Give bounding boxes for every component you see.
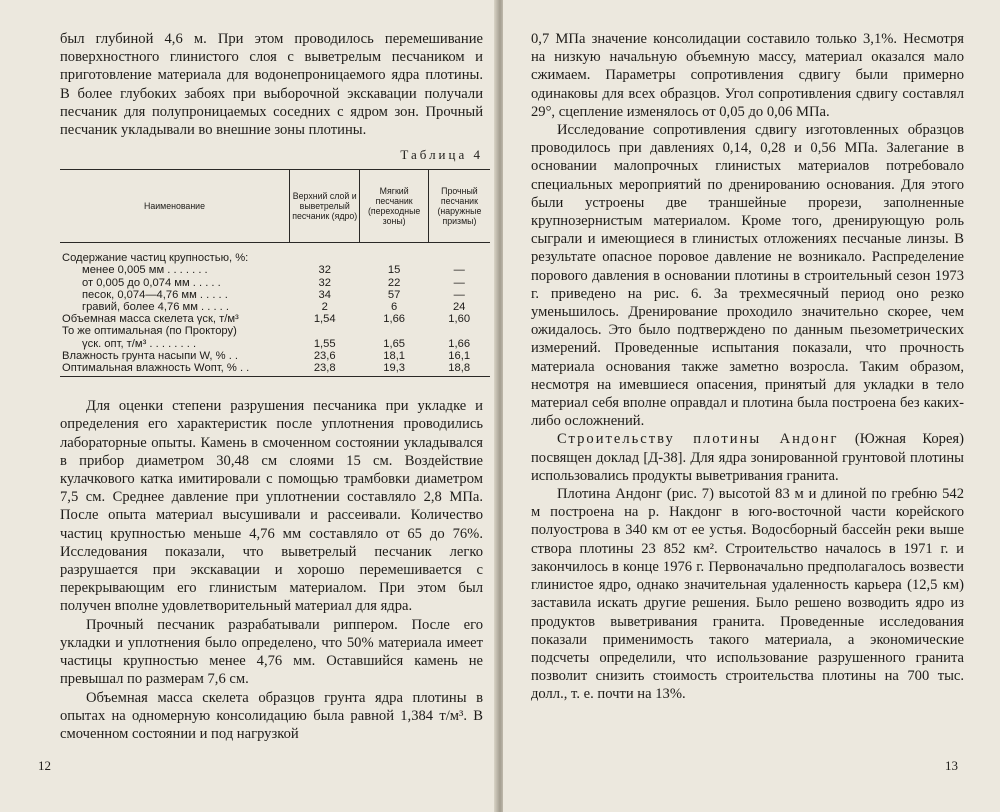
cell-core: 1,54 — [313, 313, 336, 326]
section-lead-spaced: Строительству плотины Андонг — [557, 431, 839, 448]
row-label: от 0,005 до 0,074 мм . . . . . — [82, 276, 221, 289]
cell-core — [290, 243, 360, 265]
table-row — [60, 362, 490, 377]
cell-transition: 57 — [387, 288, 401, 301]
cell-transition: 18,1 — [383, 349, 406, 362]
cell-core: 32 — [318, 264, 331, 277]
table-row — [60, 301, 490, 313]
table-row — [60, 243, 490, 265]
cell-transition: 6 — [391, 301, 398, 314]
cell-outer: — — [453, 276, 465, 289]
cell-transition: 15 — [387, 264, 401, 277]
cell-transition — [360, 243, 428, 265]
cell-outer: 24 — [452, 301, 466, 314]
cell-core: 23,8 — [290, 362, 360, 377]
table-header-outer: Прочный песчаник (наружные призмы) — [428, 170, 490, 243]
cell-core: 34 — [318, 288, 331, 301]
cell-outer: — — [453, 288, 465, 301]
row-label: Объемная масса скелета γск, т/м³ — [62, 313, 239, 326]
cell-core: 32 — [318, 276, 331, 289]
row-label: песок, 0,074—4,76 мм . . . . . — [82, 288, 228, 301]
table-header-transition: Мягкий песчаник (переходные зоны) — [360, 170, 428, 243]
page-number-right: 13 — [945, 758, 958, 773]
table-header-core: Верхний слой и выветрелый песчаник (ядро) — [290, 170, 360, 243]
table-row — [60, 289, 490, 301]
row-label: γск. опт, т/м³ . . . . . . . . — [82, 337, 197, 350]
table-row — [60, 325, 490, 337]
row-label: Содержание частиц крупностью, %: — [62, 252, 249, 265]
cell-outer — [428, 325, 490, 337]
cell-outer: 1,60 — [448, 313, 471, 326]
row-label: гравий, более 4,76 мм . . . . . — [82, 301, 229, 314]
cell-outer: — — [453, 264, 465, 277]
table-title: Таблица 4 — [400, 147, 483, 163]
cell-outer — [428, 243, 490, 265]
section-lead-rest: (Южная Корея) посвящен доклад [Д-38]. Для ядра зонированной грунтовой плотины использовались продукты выветривания гранита. — [531, 431, 964, 484]
cell-transition: 1,65 — [383, 337, 406, 350]
right-paragraph-3 — [531, 430, 964, 485]
right-page — [503, 0, 1000, 812]
page-number-left: 12 — [38, 758, 51, 773]
table-row — [60, 338, 490, 350]
cell-transition — [360, 325, 428, 337]
cell-outer: 16,1 — [448, 349, 471, 362]
cell-core: 1,55 — [313, 337, 336, 350]
table-header-row — [60, 170, 490, 243]
cell-core: 23,6 — [313, 349, 336, 362]
table-row — [60, 313, 490, 325]
right-paragraph-1: 0,7 МПа значение консолидации составило только 3,1%. Несмотря на низкую начальную объемную массу, материал оказался мало сжимаем. Параметры сопротивления сдвигу были примерно одинаковы для всех образцов. Угол сопротивления сдвигу составлял 29°, сцепление изменялось от 0,05 до 0,06 МПа. — [531, 31, 964, 120]
table-row — [60, 277, 490, 289]
cell-core: 2 — [321, 301, 328, 314]
cell-outer: 18,8 — [428, 362, 490, 377]
right-paragraph-2: Исследование сопротивления сдвигу изготовленных образцов проводилось при давлениях 0,14, 0,28 и 0,56 МПа. Залегание в основании малопрочных глинистых материалов потребовало специальных мероприятий по дренированию основания. Для этого были устроены две траншейные прорези, заполненные крупнозернистым материалом. Кроме того, дренирующую роль сыграли и имеющиеся в глинистых отложениях песчаные линзы. В результате опасное поровое давление не возникало. Распределение порового давления в основании плотины в строительный сезон 1973 г. приведено на рис. 6. За трехмесячный период оно резко уменьшилось. Дренирование проходило значительно скорее, чем ожидалось. Это было подтверждено по данным пьезометрических измерений. Проведенные испытания показали, что прочность материала основания также заметно возросла. Таким образом, несмотря на имевшиеся опасения, принятый для укладки в тело материал себя вполне оправдал и плотина была построена без каких-либо осложнений. — [531, 122, 964, 430]
row-label: Влажность грунта насыпи W, % . . — [62, 349, 239, 362]
row-label: менее 0,005 мм . . . . . . . — [82, 264, 208, 277]
row-label: Оптимальная влажность Wопт, % . . — [60, 362, 290, 377]
cell-transition: 1,66 — [383, 313, 406, 326]
left-paragraph-2: Для оценки степени разрушения песчаника при укладке и определения его характеристик после уплотнения проводились лабораторные опыты. Камень в смоченном состоянии укладывался в прибор диаметром 30,48 см слоями 15 см. Воздействие кулачкового катка имитировали с помощью трамбовки диаметром 7,5 см. Среднее давление при уплотнении составляло 2,8 МПа. После опыта материал высушивали и рассеивали. Количество частиц крупностью меньше 4,76 мм составляло от 65 до 76%. Исследования показали, что выветрелый песчаник легко разрушается при экскавации и хорошо перемешивается с перекрывающим его глинистым материалом. При этом был получен вполне удовлетворительный материал для ядра. — [60, 398, 483, 615]
cell-transition: 22 — [387, 276, 401, 289]
table-row — [60, 350, 490, 362]
cell-transition: 19,3 — [360, 362, 428, 377]
data-table — [60, 169, 490, 377]
table-row — [60, 264, 490, 276]
left-paragraph-3: Прочный песчаник разрабатывали риппером. После его укладки и уплотнения было определено, что 50% материала имеет частицы крупностью менее 4,76 мм. Оставшийся камень не превышал по размерам 7,6 см. — [60, 616, 483, 688]
right-paragraph-4: Плотина Андонг (рис. 7) высотой 83 м и длиной по гребню 542 м построена на р. Накдонг в юго-восточной части корейского полуострова в 340 км от ее устья. Водосборный бассейн реки выше створа плотины 23 852 км². Строительство началось в 1971 г. и закончилось в конце 1976 г. Первоначально предполагалось возвести глинистое ядро, однако значительная удаленность карьера (12,5 км) заставила искать другие решения. Было решено возводить ядро из продуктов выветривания гранита. Проведенные исследования показали применимость такого материала, а экономические подсчеты определили, что использование разрушенного гранита позволит снизить стоимость строительства плотины на 700 тыс. долл., т. е. почти на 13%. — [531, 486, 964, 703]
left-paragraph-1: был глубиной 4,6 м. При этом проводилось перемешивание поверхностного глинистого слоя с выветрелым песчаником и приготовление материала для водонепроницаемого ядра плотины. В более глубоких забоях при выборочной экскавации получали песчаник для полупроницаемых соседних с ядром зон. Прочный песчаник укладывали во внешние зоны плотины. — [60, 31, 483, 139]
left-page — [0, 0, 497, 812]
cell-outer: 1,66 — [448, 337, 471, 350]
cell-core — [290, 325, 360, 337]
table-header-name: Наименование — [60, 170, 290, 243]
row-label: То же оптимальная (по Проктору) — [62, 325, 237, 338]
left-paragraph-4: Объемная масса скелета образцов грунта ядра плотины в опытах на одномерную консолидацию была равной 1,384 т/м³. В смоченном состоянии и под нагрузкой — [60, 689, 483, 742]
